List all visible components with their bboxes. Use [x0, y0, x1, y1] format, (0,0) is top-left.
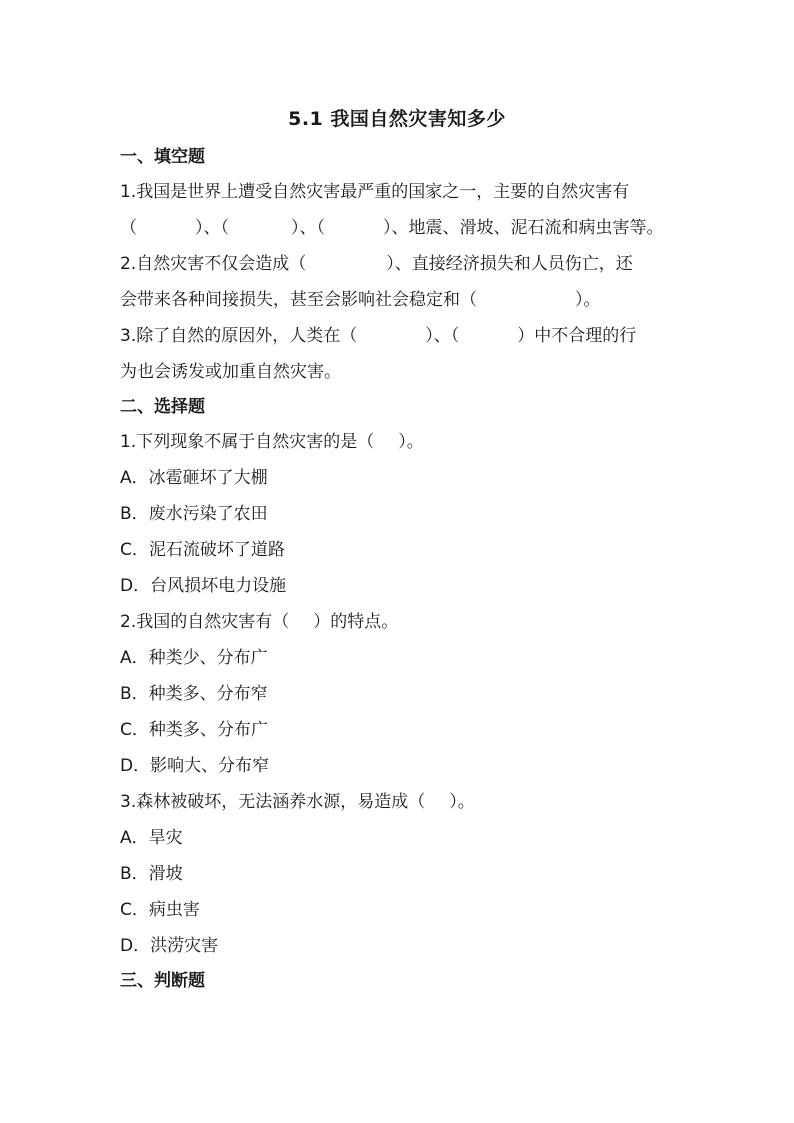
question-text: ）。 [449, 792, 475, 812]
question-2-line-2 [120, 282, 680, 318]
question-1-line-2 [120, 210, 680, 246]
option-c[interactable]: C．泥石流破坏了道路 [120, 540, 285, 560]
question-text: ）。 [398, 432, 424, 452]
question-text: 3.森林被破坏，无法涵养水源，易造成（ [120, 792, 426, 812]
question-3-line-1 [120, 318, 680, 354]
question-text: 1.下列现象不属于自然灾害的是（ [120, 432, 375, 452]
option-a[interactable]: A．种类少、分布广 [120, 648, 268, 668]
question-3-line-2: 为也会诱发或加重自然灾害。 [120, 362, 341, 382]
choice-question-2 [120, 604, 680, 640]
section-heading-true-false: 三、判断题 [120, 971, 205, 991]
paren-text: （ [120, 218, 137, 238]
option-d[interactable]: D．洪涝灾害 [120, 936, 219, 956]
choice-question-1 [120, 424, 680, 460]
question-text: ）。 [575, 290, 601, 310]
option-a[interactable]: A．冰雹砸坏了大棚 [120, 468, 268, 488]
option-a[interactable]: A．旱灾 [120, 828, 183, 848]
question-text: 2.自然灾害不仅会造成（ [120, 254, 307, 274]
option-d[interactable]: D．影响大、分布窄 [120, 756, 270, 776]
question-text: 2.我国的自然灾害有（ [120, 612, 290, 632]
section-heading-choice: 二、选择题 [120, 397, 205, 417]
question-text: 会带来各种间接损失，甚至会影响社会稳定和（ [120, 290, 477, 310]
question-text: ）、直接经济损失和人员伤亡，还 [386, 254, 633, 274]
question-2-line-1 [120, 246, 680, 282]
page-title: 5.1 我国自然灾害知多少 [288, 108, 506, 130]
option-b[interactable]: B．废水污染了农田 [120, 504, 268, 524]
worksheet-content [120, 140, 680, 998]
section-heading-fill-in: 一、填空题 [120, 147, 205, 167]
paren-text: ）、（ [195, 218, 229, 238]
question-1-line-1: 1.我国是世界上遭受自然灾害最严重的国家之一，主要的自然灾害有 [120, 182, 630, 202]
option-c[interactable]: C．病虫害 [120, 900, 200, 920]
question-text: ）的特点。 [313, 612, 399, 632]
option-b[interactable]: B．种类多、分布窄 [120, 684, 268, 704]
option-d[interactable]: D．台风损坏电力设施 [120, 576, 287, 596]
question-text: ）、（ [425, 326, 460, 346]
paren-text: ）、地震、滑坡、泥石流和病虫害等。 [383, 218, 664, 238]
paren-text: ）、（ [291, 218, 325, 238]
option-c[interactable]: C．种类多、分布广 [120, 720, 268, 740]
question-text: ）中不合理的行 [517, 326, 637, 346]
choice-question-3 [120, 784, 680, 820]
question-text: 3.除了自然的原因外，人类在（ [120, 326, 358, 346]
option-b[interactable]: B．滑坡 [120, 864, 183, 884]
